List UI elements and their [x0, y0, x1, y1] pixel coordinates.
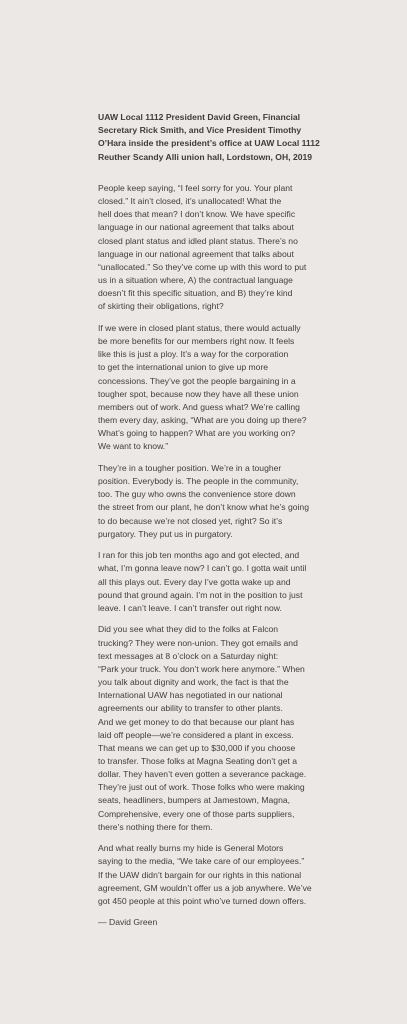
paragraph: I ran for this job ten months ago and got elected, and what, I’m gonna leave now? I can’t go. I gotta wait until all this plays out. Every day I’ve gotta wake up and pound that ground again. I’m not in the position to just leave. I can’t leave. I can’t transfer out right now. [98, 550, 307, 613]
paragraph: People keep saying, “I feel sorry for you. Your plant closed.” It ain’t closed, it’s unallocated! What the hell does that mean? I don’t know. We have specific language in our national agreement that talks about closed plant status and idled plant status. There’s no language in our national agreement that talks about “unallocated.” So they’ve come up with this word to put us in a situation where, A) the contractual language doesn’t fit this specific situation, and B) they’re kind of skirting their obligations, right? [98, 183, 307, 312]
testimony-body [98, 182, 320, 930]
paragraph: Did you see what they did to the folks at Falcon trucking? They were non-union. They got emails and text messages at 8 o’clock on a Saturday night: “Park your truck. You don’t work here anymore.” When you talk about dignity and work, the fact is that the International UAW has negotiated in our national agreements our ability to transfer to other plants. And we get money to do that because our plant has laid off people—we’re considered a plant in excess. That means we can get up to $30,000 if you choose to transfer. Those folks at Magna Seating don’t get a dollar. They haven’t even gotten a severance package. They’re just out of work. Those folks who were making seats, headliners, bumpers at Jamestown, Magna, Comprehensive, every one of those parts suppliers, there’s nothing there for them. [98, 624, 307, 832]
paragraph: If we were in closed plant status, there would actually be more benefits for our members right now. It feels like this is just a ploy. It’s a way for the corporation to get the international union to give up more concessions. They’ve got the people bargaining in a tougher spot, because now they have all these union members out of work. And guess what? We’re calling them every day, asking, “What are you doing up there? What’s going to happen? What are you working on? We want to know.” [98, 322, 307, 452]
signature: — David Green [98, 917, 158, 928]
photo-caption: UAW Local 1112 President David Green, Financial Secretary Rick Smith, and Vice President Timothy O’Hara inside the president’s office at UAW Local 1112 Reuther Scandy Alli union hall, Lordstown, OH, 2019 [98, 112, 320, 162]
paragraph: They’re in a tougher position. We’re in a tougher position. Everybody is. The people in the community, too. The guy who owns the convenience store down the street from our plant, he don’t know what he’s going to do because we’re not closed yet, right? So it’s purgatory. They put us in purgatory. [98, 462, 309, 539]
paragraph: And what really burns my hide is General Motors saying to the media, “We take care of our employees.” If the UAW didn’t bargain for our rights in this national agreement, GM wouldn’t offer us a job anywhere. We’ve got 450 people at this point who’ve turned down offers. [98, 843, 312, 906]
